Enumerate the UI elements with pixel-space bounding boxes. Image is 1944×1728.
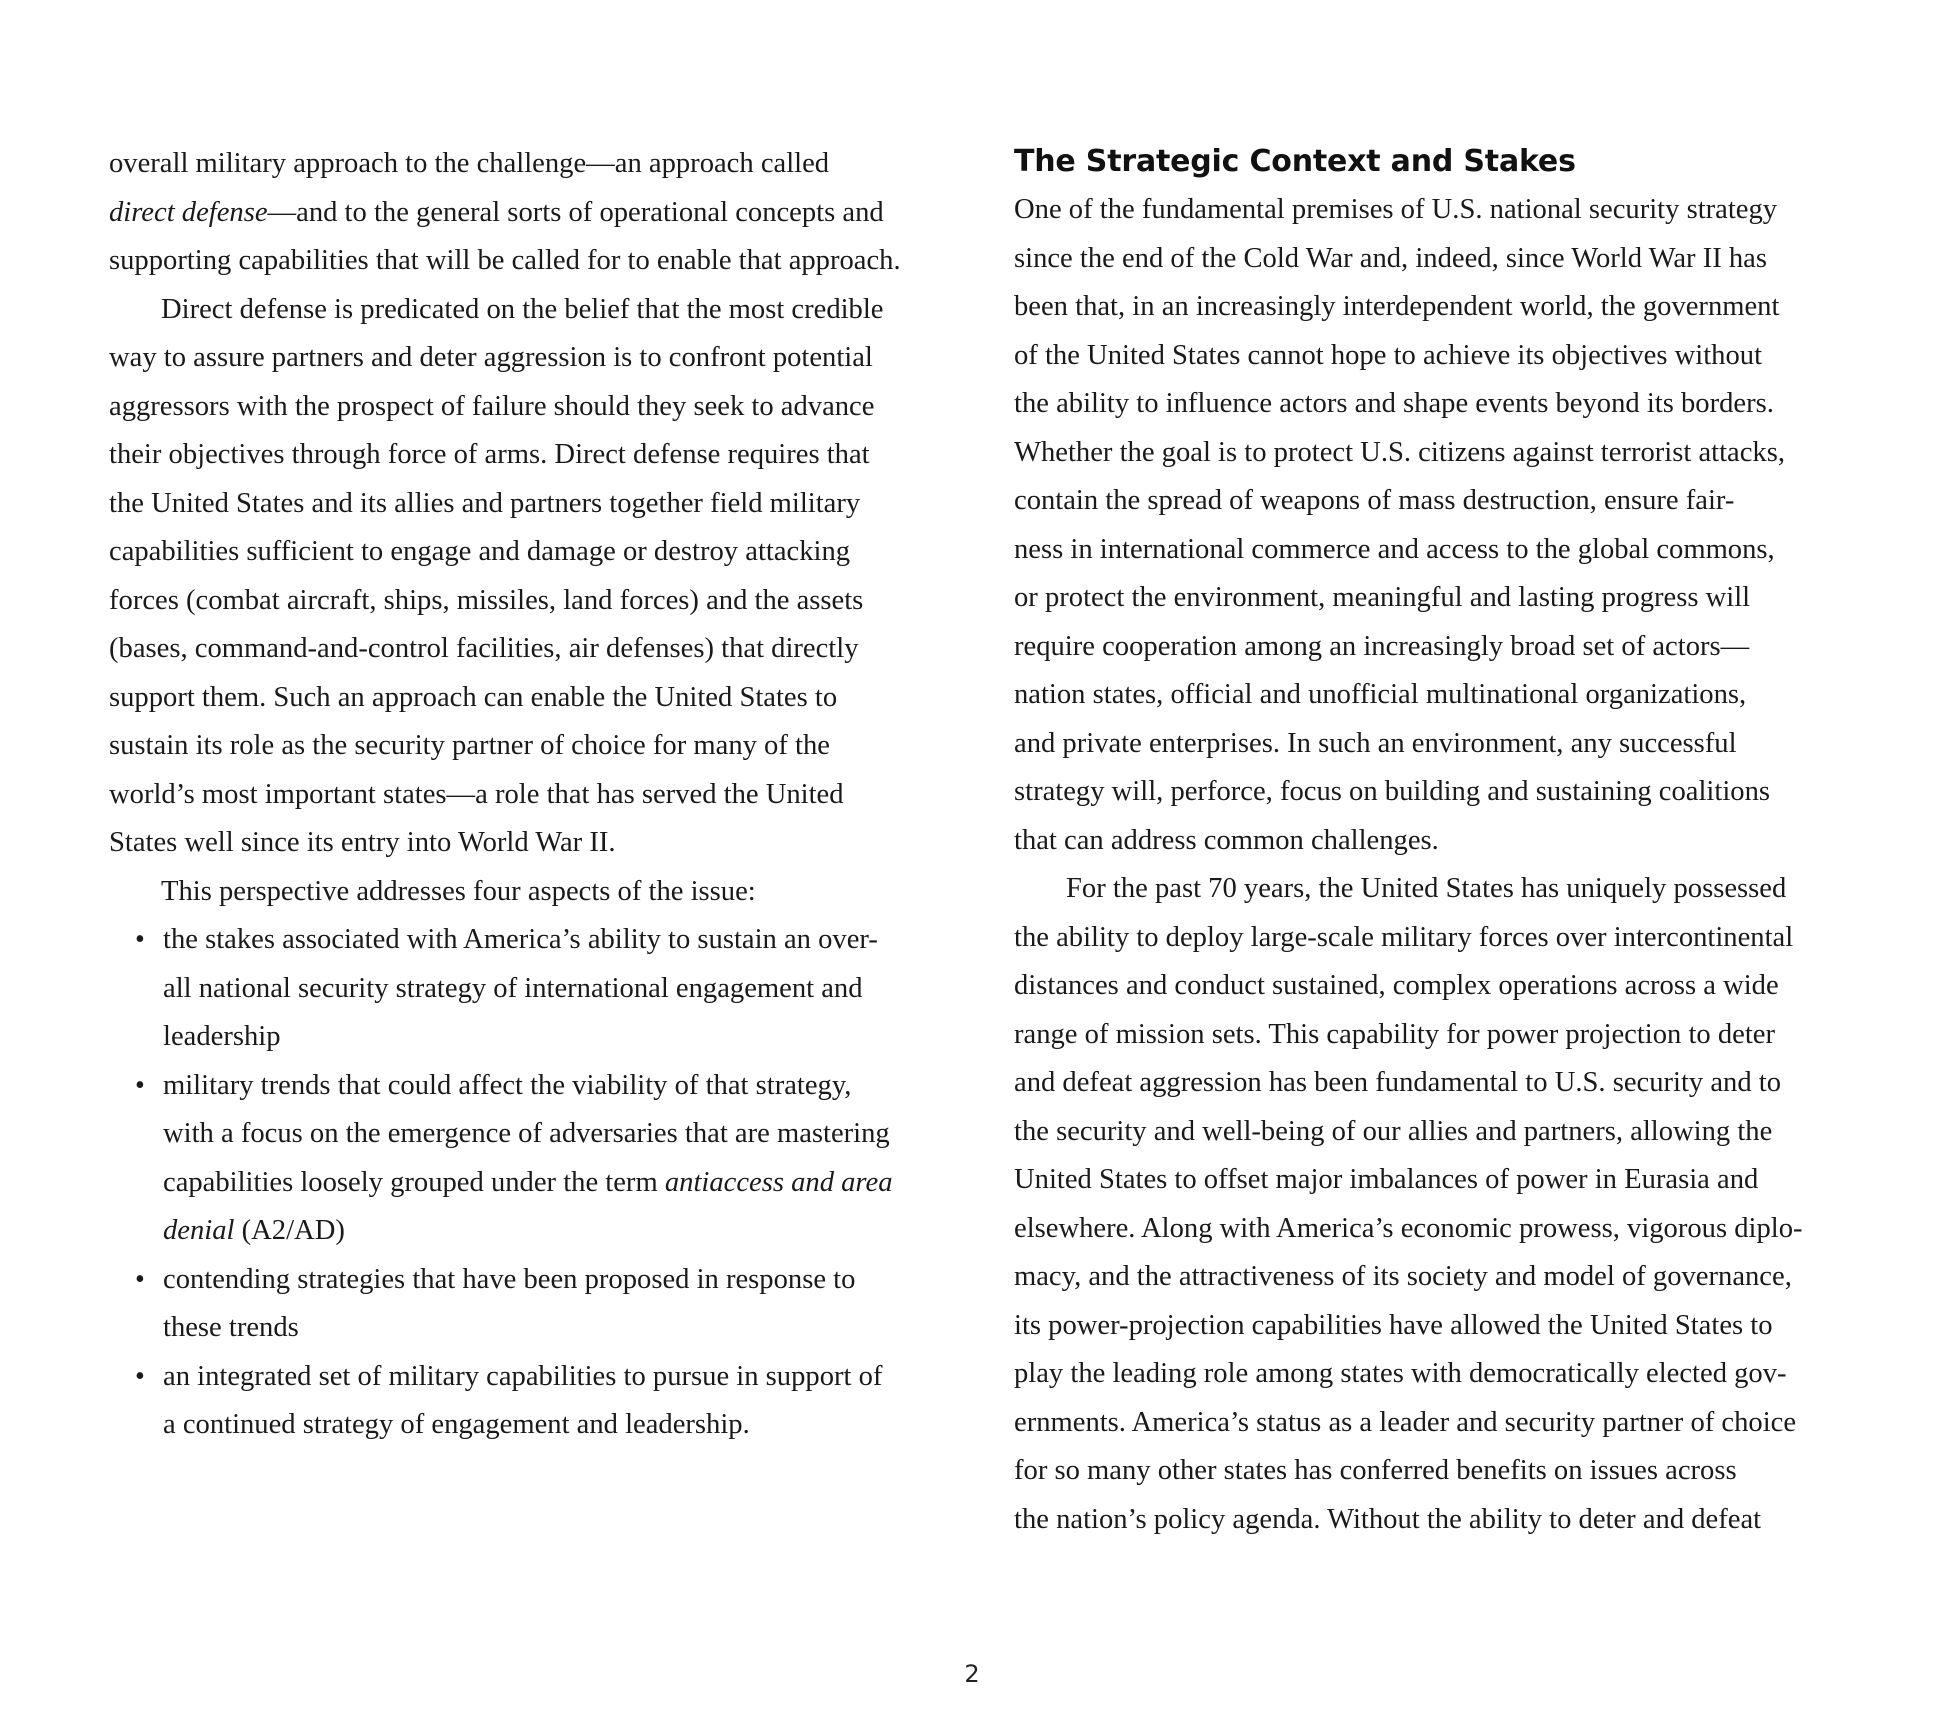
line-text: their objectives through force of arms. Direct defense requires that	[109, 439, 870, 470]
text-line	[109, 383, 957, 432]
text-line	[109, 916, 957, 965]
text-line: of the United States cannot hope to achieve its objectives without	[1014, 339, 1763, 371]
text-line: that can address common challenges.	[1014, 824, 1439, 856]
italic-term: denial	[163, 1215, 235, 1246]
text-line	[109, 140, 957, 189]
text-line: the ability to deploy large-scale military forces over intercontinental	[1014, 921, 1794, 953]
text-line: the security and well-being of our allies and partners, allowing the	[1014, 1115, 1773, 1147]
line-text: with a focus on the emergence of adversaries that are mastering	[163, 1118, 890, 1149]
text-line: and defeat aggression has been fundamental to U.S. security and to	[1014, 1067, 1782, 1098]
line-text: —and to the general sorts of operational concepts and	[267, 196, 884, 228]
text-line: the ability to influence actors and shape events beyond its borders.	[1014, 388, 1774, 419]
line-text: these trends	[163, 1312, 299, 1343]
bullet-item	[109, 916, 957, 1062]
line-text: capabilities sufficient to engage and damage or destroy attacking	[109, 536, 851, 567]
text-line: nation states, official and unofficial multinational organizations,	[1014, 679, 1747, 710]
text-line	[109, 189, 957, 238]
text-line: for so many other states has conferred benefits on issues across	[1014, 1455, 1737, 1486]
line-text: contending strategies that have been proposed in response to	[163, 1263, 856, 1295]
line-text: Direct defense is predicated on the belief that the most credible	[161, 293, 884, 325]
text-line: its power-projection capabilities have allowed the United States to	[1014, 1309, 1773, 1341]
text-line: One of the fundamental premises of U.S. national security strategy	[1014, 194, 1778, 225]
text-line	[109, 722, 957, 771]
line-text: aggressors with the prospect of failure should they seek to advance	[109, 390, 875, 422]
text-line	[109, 1304, 957, 1353]
text-line	[109, 1062, 957, 1111]
text-line	[109, 577, 957, 626]
bullet-icon: •	[135, 1069, 145, 1101]
left-column-paragraphs	[109, 140, 957, 916]
line-text: capabilities loosely grouped under the term	[163, 1166, 665, 1198]
line-text: all national security strategy of international engagement and	[163, 972, 863, 1004]
line-text: way to assure partners and deter aggression is to confront potential	[109, 342, 873, 373]
line-text: a continued strategy of engagement and leadership.	[163, 1409, 750, 1440]
line-text: military trends that could affect the viability of that strategy,	[163, 1069, 852, 1101]
text-line	[109, 1256, 957, 1305]
text-line	[109, 1353, 957, 1402]
line-text: an integrated set of military capabilities to pursue in support of	[163, 1360, 883, 1392]
line-text: (A2/AD)	[234, 1215, 345, 1246]
text-line: the nation’s policy agenda. Without the ability to deter and defeat	[1014, 1503, 1762, 1535]
line-text: overall military approach to the challenge—an approach called	[109, 148, 830, 179]
bullet-icon: •	[135, 1263, 145, 1295]
bullet-item	[109, 1353, 957, 1450]
text-line: United States to offset major imbalances of power in Eurasia and	[1014, 1164, 1759, 1195]
line-text: sustain its role as the security partner of choice for many of the	[109, 730, 830, 761]
line-text: This perspective addresses four aspects of the issue:	[161, 875, 756, 907]
text-line: contain the spread of weapons of mass destruction, ensure fair-	[1014, 485, 1735, 516]
text-line: ernments. America’s status as a leader and security partner of choice	[1014, 1406, 1797, 1438]
aspects-bullet-list	[109, 916, 957, 1450]
line-text: leadership	[163, 1021, 281, 1052]
text-line: range of mission sets. This capability for power projection to deter	[1014, 1018, 1775, 1050]
text-line	[109, 1207, 957, 1256]
right-column-paragraphs	[1014, 186, 1849, 1544]
bullet-icon: •	[135, 1360, 145, 1392]
right-column	[1014, 142, 1849, 1544]
text-line	[109, 625, 957, 674]
text-line: macy, and the attractiveness of its society and model of governance,	[1014, 1261, 1792, 1292]
line-text: support them. Such an approach can enable the United States to	[109, 681, 838, 713]
text-line	[109, 528, 957, 577]
text-line	[109, 480, 957, 529]
line-text: forces (combat aircraft, ships, missiles, land forces) and the assets	[109, 584, 864, 616]
text-line	[109, 674, 957, 723]
line-text: the stakes associated with America’s ability to sustain an over-	[163, 924, 878, 955]
text-line	[109, 1110, 957, 1159]
text-line	[109, 286, 957, 335]
text-line: and private enterprises. In such an environment, any successful	[1014, 727, 1737, 759]
section-heading: The Strategic Context and Stakes	[1014, 144, 1576, 179]
text-line: Whether the goal is to protect U.S. citizens against terrorist attacks,	[1014, 436, 1785, 468]
text-line: strategy will, perforce, focus on building and sustaining coalitions	[1014, 776, 1770, 807]
text-line: distances and conduct sustained, complex operations across a wide	[1014, 970, 1779, 1001]
bullet-item	[109, 1256, 957, 1353]
line-text: supporting capabilities that will be called for to enable that approach.	[109, 245, 901, 276]
text-line: For the past 70 years, the United States has uniquely possessed	[1066, 873, 1787, 904]
line-text: States well since its entry into World War II.	[109, 827, 616, 858]
text-line	[109, 1013, 957, 1062]
text-line: require cooperation among an increasingly broad set of actors—	[1014, 630, 1750, 662]
line-text: (bases, command-and-control facilities, air defenses) that directly	[109, 633, 859, 664]
text-line	[109, 771, 957, 820]
left-column	[109, 140, 957, 1450]
text-line: ness in international commerce and access to the global commons,	[1014, 533, 1775, 565]
text-line	[109, 819, 957, 868]
text-line	[109, 965, 957, 1014]
text-line	[109, 1159, 957, 1208]
bullet-item	[109, 1062, 957, 1256]
page-number: 2	[964, 1660, 980, 1688]
bullet-icon: •	[135, 924, 145, 955]
italic-term: antiaccess and area	[664, 1166, 893, 1198]
text-line	[109, 868, 957, 917]
text-line	[109, 1401, 957, 1450]
line-text: world’s most important states—a role that has served the United	[109, 778, 844, 810]
text-line	[109, 334, 957, 383]
text-line: been that, in an increasingly interdependent world, the government	[1014, 291, 1780, 322]
text-line: elsewhere. Along with America’s economic prowess, vigorous diplo-	[1014, 1212, 1803, 1244]
text-line	[109, 237, 957, 286]
text-line: or protect the environment, meaningful and lasting progress will	[1014, 582, 1751, 613]
text-line	[109, 431, 957, 480]
text-line: since the end of the Cold War and, indeed, since World War II has	[1014, 242, 1767, 274]
text-line: play the leading role among states with democratically elected gov-	[1014, 1358, 1787, 1389]
line-text: the United States and its allies and partners together field military	[109, 487, 861, 519]
italic-term: direct defense	[109, 196, 268, 228]
